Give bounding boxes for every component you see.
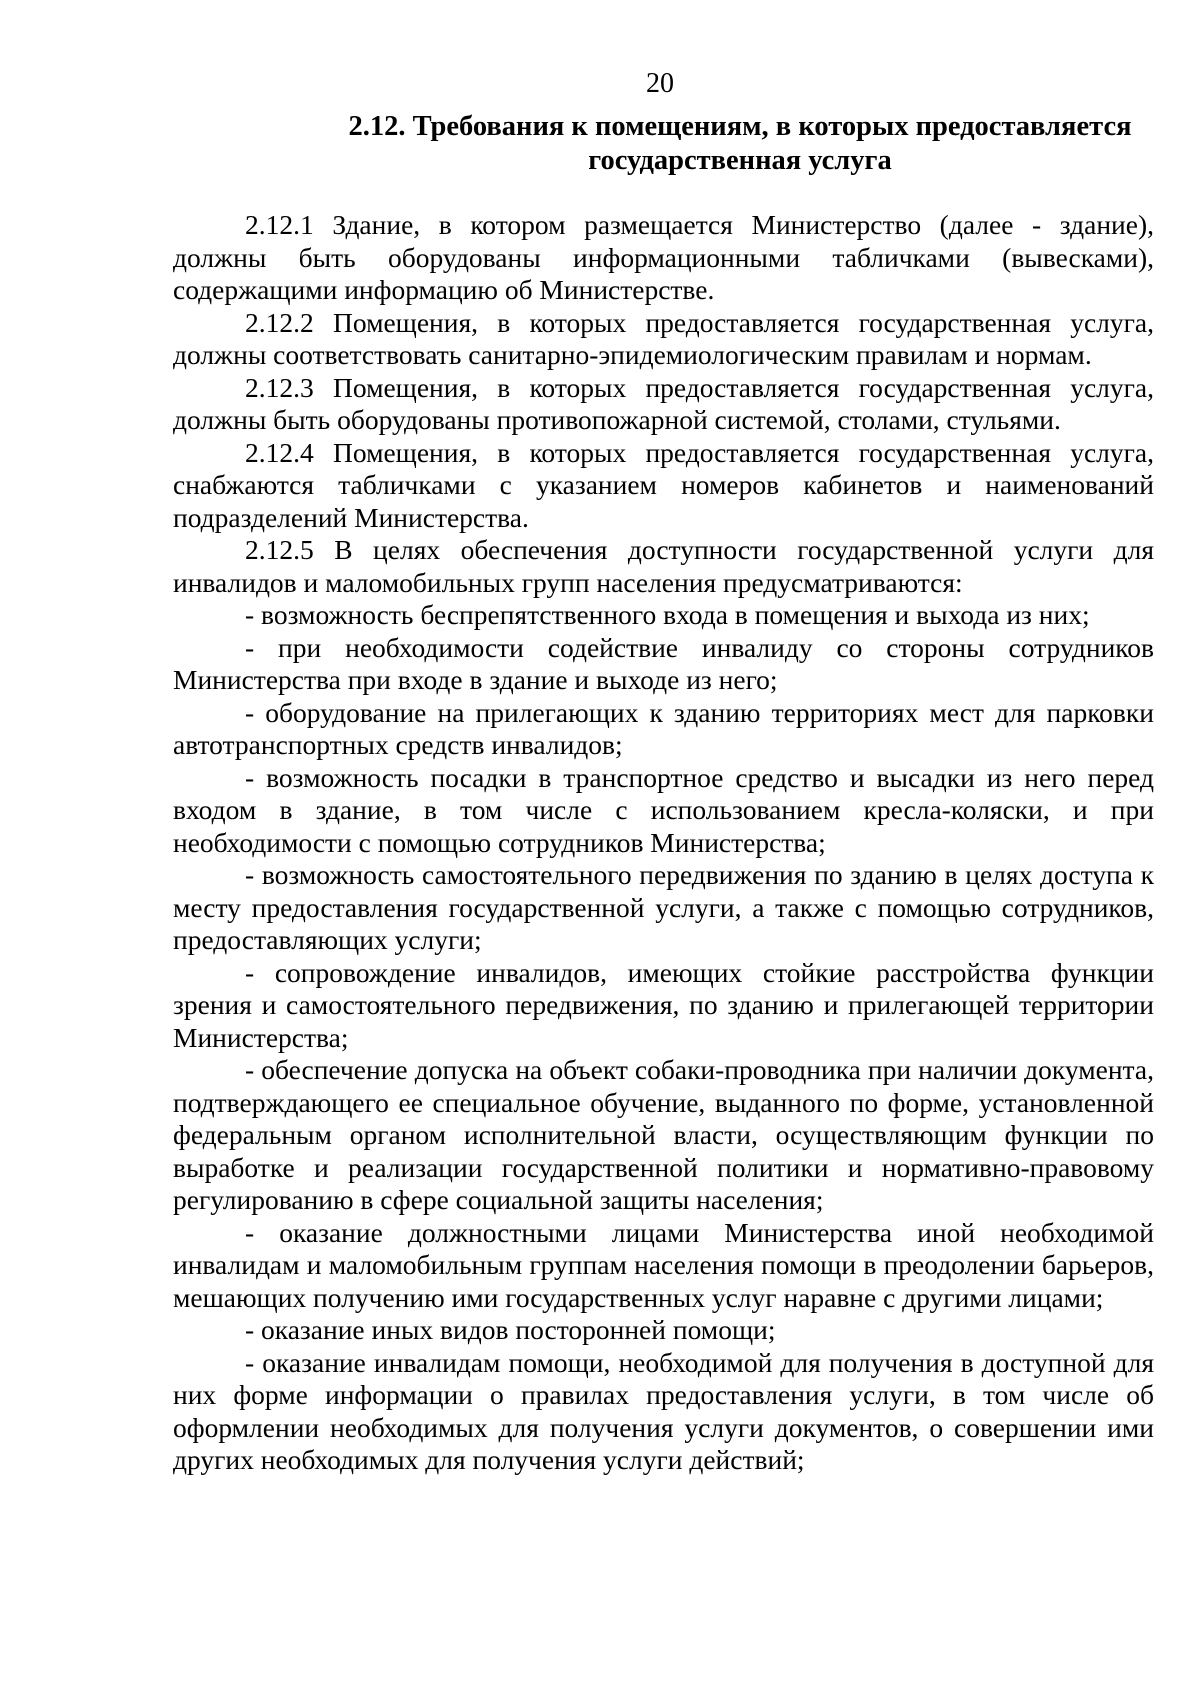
list-item: - оборудование на прилегающих к зданию территориях мест для парковки автотранспортных средств инвалидов; bbox=[173, 696, 1154, 760]
section-heading-line-2: государственная услуга bbox=[588, 145, 892, 176]
paragraph-2-12-5: 2.12.5 В целях обеспечения доступности государственной услуги для инвалидов и маломобильных групп населения предусматриваются: bbox=[173, 534, 1154, 598]
paragraph-2-12-1: 2.12.1 Здание, в котором размещается Министерство (далее - здание), должны быть оборудованы информационными табличками (вывесками), содержащими информацию об Министерстве. bbox=[173, 209, 1154, 305]
list-item: - возможность беспрепятственного входа в помещения и выхода из них; bbox=[245, 599, 1090, 630]
paragraph-2-12-3: 2.12.3 Помещения, в которых предоставляется государственная услуга, должны быть оборудованы противопожарной системой, столами, стульями. bbox=[173, 371, 1154, 435]
section-heading-line-1: 2.12. Требования к помещениям, в которых предоставляется bbox=[348, 111, 1132, 142]
page-number: 20 bbox=[646, 68, 674, 99]
list-item: - обеспечение допуска на объект собаки-проводника при наличии документа, подтверждающего ее специальное обучение, выданного по форме, установленной федеральным органом исполнительной власти, осуществляющим функции по выработке и реализации государственной политики и нормативно-правовому регулированию в сфере социальной защиты населения; bbox=[173, 1054, 1154, 1215]
paragraph-2-12-4: 2.12.4 Помещения, в которых предоставляется государственная услуга, снабжаются табличками с указанием номеров кабинетов и наименований подразделений Министерства. bbox=[173, 436, 1154, 533]
list-item: - сопровождение инвалидов, имеющих стойкие расстройства функции зрения и самостоятельного передвижения, по зданию и прилегающей территории Министерства; bbox=[173, 956, 1154, 1053]
list-item: - оказание иных видов посторонней помощи; bbox=[245, 1314, 776, 1345]
paragraph-2-12-2: 2.12.2 Помещения, в которых предоставляется государственная услуга, должны соответствовать санитарно-эпидемиологическим правилам и нормам. bbox=[173, 306, 1154, 370]
list-item: - оказание должностными лицами Министерства иной необходимой инвалидам и маломобильным группам населения помощи в преодолении барьеров, мешающих получению ими государственных услуг наравне с другими лицами; bbox=[173, 1216, 1154, 1313]
list-item: - оказание инвалидам помощи, необходимой для получения в доступной для них форме информации о правилах предоставления услуги, в том числе об оформлении необходимых для получения услуги документов, о совершении ими других необходимых для получения услуги действий; bbox=[173, 1346, 1154, 1475]
section-heading bbox=[300, 110, 1180, 178]
list-item: - при необходимости содействие инвалиду со стороны сотрудников Министерства при входе в здание и выходе из него; bbox=[173, 631, 1154, 695]
document-body bbox=[173, 209, 1154, 1477]
list-item: - возможность самостоятельного передвижения по зданию в целях доступа к месту предоставления государственной услуги, а также с помощью сотрудников, предоставляющих услуги; bbox=[173, 859, 1154, 955]
list-item: - возможность посадки в транспортное средство и высадки из него перед входом в здание, в том числе с использованием кресла-коляски, и при необходимости с помощью сотрудников Министерства; bbox=[173, 761, 1154, 858]
